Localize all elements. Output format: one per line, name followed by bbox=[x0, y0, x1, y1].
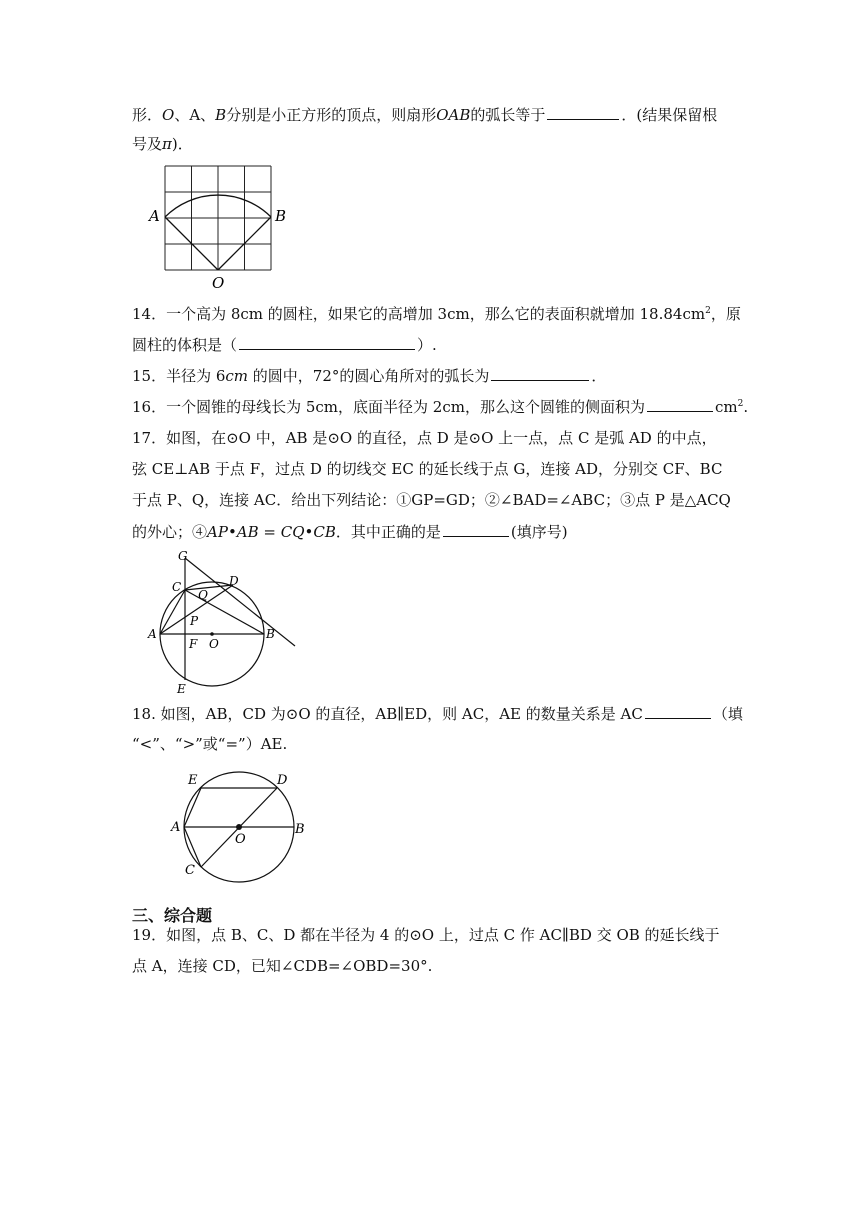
label-p: P bbox=[190, 614, 199, 628]
section-heading: 三、综合题 bbox=[132, 906, 213, 925]
q18-line1: 18. 如图，AB，CD 为⊙O 的直径，AB∥ED，则 AC，AE 的数量关系是 AC （填 bbox=[132, 705, 743, 723]
line-ae bbox=[184, 788, 201, 827]
label-f: F bbox=[189, 637, 198, 651]
label-b: B bbox=[295, 822, 305, 837]
grid bbox=[165, 166, 271, 270]
label-q: Q bbox=[198, 588, 208, 602]
label-d: D bbox=[277, 773, 288, 788]
label-a: A bbox=[171, 820, 181, 835]
answer-blank bbox=[645, 703, 711, 719]
label-e: E bbox=[177, 682, 186, 696]
label-d: D bbox=[229, 574, 239, 588]
q17-line1: 17．如图，在⊙O 中，AB 是⊙O 的直径，点 D 是⊙O 上一点，点 C 是弧 AD 的中点， bbox=[132, 429, 717, 447]
q18-line2: “<”、“>”或“=”）AE. bbox=[132, 735, 288, 753]
label-b: B bbox=[266, 627, 275, 641]
q17-circle-figure bbox=[145, 548, 300, 698]
answer-blank bbox=[647, 396, 713, 412]
q18-circle-figure bbox=[165, 765, 315, 887]
label-a: A bbox=[149, 207, 160, 225]
line-ac bbox=[184, 827, 201, 867]
q15-line: 15．半径为 6cm 的圆中，72°的圆心角所对的弧长为 ． bbox=[132, 367, 607, 385]
q13-line1: 形．O、A、B分别是小正方形的顶点，则扇形OAB的弧长等于 ．(结果保留根 bbox=[132, 106, 718, 124]
q19-line1: 19．如图，点 B、C、D 都在半径为 4 的⊙O 上，过点 C 作 AC∥BD 交 OB 的延长线于 bbox=[132, 926, 720, 944]
q16-line: 16．一个圆锥的母线长为 5cm，底面半径为 2cm，那么这个圆锥的侧面积为 $cm^2$. bbox=[132, 398, 749, 416]
label-o: O bbox=[235, 832, 246, 847]
q19-line2: 点 A，连接 CD，已知∠CDB=∠OBD=30°. bbox=[132, 957, 433, 975]
line-ac bbox=[160, 590, 185, 634]
label-o: O bbox=[212, 274, 225, 292]
answer-blank bbox=[491, 365, 589, 381]
label-o: O bbox=[209, 637, 219, 651]
label-g: G bbox=[178, 549, 188, 563]
tangent-gd bbox=[185, 558, 295, 646]
q17-line4: 的外心；④AP•AB = CQ•CB．其中正确的是 (填序号) bbox=[132, 523, 568, 541]
answer-blank bbox=[443, 521, 509, 537]
q14-line1: 14．一个高为 8cm 的圆柱，如果它的高增加 3cm，那么它的表面积就增加 $18.84cm^2$，原 bbox=[132, 305, 741, 323]
q13-line2: 号及π)． bbox=[132, 135, 193, 153]
label-c: C bbox=[185, 863, 195, 878]
q17-line2: 弦 CE⊥AB 于点 F，过点 D 的切线交 EC 的延长线于点 G，连接 AD，分别交 CF、BC bbox=[132, 460, 723, 478]
label-e: E bbox=[188, 773, 198, 788]
label-a: A bbox=[148, 627, 157, 641]
q13-grid-figure bbox=[145, 160, 295, 294]
label-c: C bbox=[172, 580, 182, 594]
answer-blank bbox=[239, 334, 415, 350]
q17-line3: 于点 P、Q，连接 AC．给出下列结论：①GP=GD；②∠BAD=∠ABC；③点 P 是△ACQ bbox=[132, 491, 731, 509]
label-b: B bbox=[275, 207, 287, 225]
answer-blank bbox=[547, 104, 619, 120]
q14-line2: 圆柱的体积是（ ）. bbox=[132, 336, 437, 354]
